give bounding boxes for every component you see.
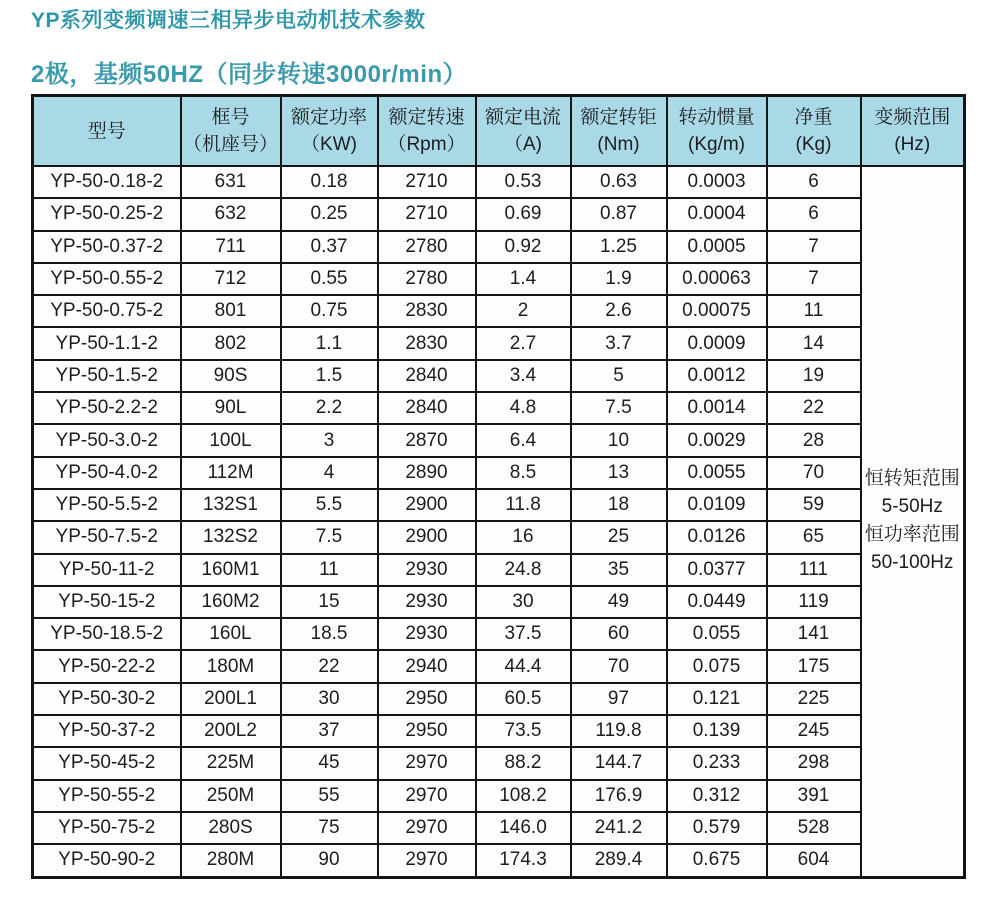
table-cell: 801 — [181, 295, 281, 327]
table-row — [33, 618, 965, 650]
table-cell: 97 — [571, 683, 667, 715]
table-cell: 2.6 — [571, 295, 667, 327]
table-cell: 2900 — [378, 489, 476, 521]
table-cell: 10 — [571, 424, 667, 456]
column-title: 净重 — [794, 107, 833, 128]
table-cell: 2890 — [378, 457, 476, 489]
table-cell: 1.25 — [571, 231, 667, 263]
table-cell: 16 — [476, 521, 571, 553]
table-cell: 0.675 — [667, 844, 767, 877]
table-cell: 1.9 — [571, 263, 667, 295]
table-cell: 100L — [181, 424, 281, 456]
table-cell: 0.00075 — [667, 295, 767, 327]
table-row — [33, 360, 965, 392]
table-cell: 160M1 — [181, 554, 281, 586]
table-cell: 2780 — [378, 263, 476, 295]
table-cell: 0.0005 — [667, 231, 767, 263]
freq-range-line: 恒转矩范围 — [864, 468, 960, 490]
table-cell: 298 — [767, 747, 861, 779]
table-cell: 7.5 — [571, 392, 667, 424]
table-cell: 55 — [281, 780, 378, 812]
table-row — [33, 780, 965, 812]
table-cell: 132S2 — [181, 521, 281, 553]
table-cell: 712 — [181, 263, 281, 295]
table-cell: 11.8 — [476, 489, 571, 521]
table-cell: 0.63 — [571, 166, 667, 198]
table-row — [33, 263, 965, 295]
table-cell: 90S — [181, 360, 281, 392]
table-cell: YP-50-0.18-2 — [33, 166, 181, 198]
column-title: 转动惯量 — [678, 107, 755, 128]
table-cell: 1.1 — [281, 327, 378, 359]
table-cell: 2830 — [378, 327, 476, 359]
freq-range-line: 50-100Hz — [871, 552, 954, 574]
table-cell: 0.121 — [667, 683, 767, 715]
table-cell: 0.0126 — [667, 521, 767, 553]
table-cell: 0.0377 — [667, 554, 767, 586]
table-cell: 2840 — [378, 360, 476, 392]
table-row — [33, 650, 965, 682]
table-cell: 0.75 — [281, 295, 378, 327]
table-cell: 119.8 — [571, 715, 667, 747]
table-cell: 0.0012 — [667, 360, 767, 392]
table-cell: 24.8 — [476, 554, 571, 586]
table-body — [33, 166, 965, 877]
table-cell: 0.233 — [667, 747, 767, 779]
column-unit: (Nm) — [597, 134, 640, 155]
column-header-6 — [667, 96, 767, 167]
table-cell: 0.25 — [281, 198, 378, 230]
table-cell: 5 — [571, 360, 667, 392]
table-cell: 6 — [767, 166, 861, 198]
table-row — [33, 586, 965, 618]
table-cell: 90L — [181, 392, 281, 424]
table-cell: 2970 — [378, 812, 476, 844]
table-cell: YP-50-0.25-2 — [33, 198, 181, 230]
table-cell: 15 — [281, 586, 378, 618]
table-cell: 111 — [767, 554, 861, 586]
table-cell: 60 — [571, 618, 667, 650]
table-row — [33, 457, 965, 489]
table-cell: 30 — [476, 586, 571, 618]
table-row — [33, 489, 965, 521]
table-cell: 631 — [181, 166, 281, 198]
table-cell: 0.139 — [667, 715, 767, 747]
table-row — [33, 327, 965, 359]
table-cell: YP-50-0.55-2 — [33, 263, 181, 295]
table-row — [33, 166, 965, 198]
page-title: YP系列变频调速三相异步电动机技术参数 — [31, 9, 426, 32]
table-cell: 18.5 — [281, 618, 378, 650]
table-cell: 0.0029 — [667, 424, 767, 456]
table-cell: 75 — [281, 812, 378, 844]
table-header — [33, 96, 965, 167]
table-cell: 0.0055 — [667, 457, 767, 489]
table-cell: 70 — [571, 650, 667, 682]
table-cell: 225 — [767, 683, 861, 715]
table-cell: 90 — [281, 844, 378, 877]
table-cell: YP-50-90-2 — [33, 844, 181, 877]
table-cell: 112M — [181, 457, 281, 489]
column-header-8 — [861, 96, 965, 167]
freq-range-cell — [861, 166, 965, 877]
header-row — [33, 96, 965, 167]
table-cell: 19 — [767, 360, 861, 392]
table-cell: 7.5 — [281, 521, 378, 553]
table-row — [33, 231, 965, 263]
table-cell: 49 — [571, 586, 667, 618]
table-cell: 802 — [181, 327, 281, 359]
freq-range-line: 5-50Hz — [881, 496, 943, 518]
table-cell: 2950 — [378, 683, 476, 715]
column-title: 变频范围 — [874, 107, 951, 128]
table-cell: 44.4 — [476, 650, 571, 682]
table-cell: 241.2 — [571, 812, 667, 844]
table-cell: 2840 — [378, 392, 476, 424]
table-cell: 0.0014 — [667, 392, 767, 424]
table-cell: YP-50-30-2 — [33, 683, 181, 715]
table-cell: 108.2 — [476, 780, 571, 812]
table-cell: 73.5 — [476, 715, 571, 747]
table-cell: 3 — [281, 424, 378, 456]
table-row — [33, 844, 965, 877]
table-cell: 60.5 — [476, 683, 571, 715]
table-cell: 280S — [181, 812, 281, 844]
column-header-2 — [281, 96, 378, 167]
section-subtitle: 2极，基频50HZ（同步转速3000r/min） — [31, 61, 468, 88]
table-cell: 0.18 — [281, 166, 378, 198]
table-cell: YP-50-1.1-2 — [33, 327, 181, 359]
table-cell: 144.7 — [571, 747, 667, 779]
table-row — [33, 521, 965, 553]
table-cell: 225M — [181, 747, 281, 779]
table-cell: 37 — [281, 715, 378, 747]
table-cell: YP-50-7.5-2 — [33, 521, 181, 553]
table-cell: 30 — [281, 683, 378, 715]
table-cell: 2940 — [378, 650, 476, 682]
table-cell: 200L1 — [181, 683, 281, 715]
table-cell: 391 — [767, 780, 861, 812]
table-cell: 4 — [281, 457, 378, 489]
column-title: 额定电流 — [484, 107, 561, 128]
table-cell: 25 — [571, 521, 667, 553]
table-cell: 632 — [181, 198, 281, 230]
table-cell: 528 — [767, 812, 861, 844]
table-cell: 245 — [767, 715, 861, 747]
table-cell: 2830 — [378, 295, 476, 327]
column-title: 额定功率 — [290, 107, 367, 128]
column-unit: (Kg/m) — [688, 134, 745, 155]
table-cell: YP-50-1.5-2 — [33, 360, 181, 392]
table-cell: 0.92 — [476, 231, 571, 263]
column-unit: (Kg) — [795, 134, 832, 155]
table-cell: 2.7 — [476, 327, 571, 359]
table-cell: 2710 — [378, 198, 476, 230]
table-cell: 0.37 — [281, 231, 378, 263]
table-cell: YP-50-75-2 — [33, 812, 181, 844]
table-cell: 4.8 — [476, 392, 571, 424]
table-cell: 5.5 — [281, 489, 378, 521]
table-cell: YP-50-4.0-2 — [33, 457, 181, 489]
table-cell: YP-50-37-2 — [33, 715, 181, 747]
table-cell: YP-50-18.5-2 — [33, 618, 181, 650]
table-row — [33, 392, 965, 424]
table-cell: 59 — [767, 489, 861, 521]
table-cell: 14 — [767, 327, 861, 359]
column-title: 额定转钜 — [580, 107, 657, 128]
table-cell: 2930 — [378, 586, 476, 618]
table-cell: 45 — [281, 747, 378, 779]
table-cell: 88.2 — [476, 747, 571, 779]
table-row — [33, 747, 965, 779]
table-cell: YP-50-15-2 — [33, 586, 181, 618]
table-cell: 1.4 — [476, 263, 571, 295]
table-row — [33, 424, 965, 456]
table-cell: 0.312 — [667, 780, 767, 812]
table-row — [33, 812, 965, 844]
table-cell: YP-50-2.2-2 — [33, 392, 181, 424]
column-title: 额定转速 — [388, 107, 465, 128]
table-cell: YP-50-0.37-2 — [33, 231, 181, 263]
table-cell: 132S1 — [181, 489, 281, 521]
table-cell: 711 — [181, 231, 281, 263]
table-cell: YP-50-22-2 — [33, 650, 181, 682]
table-cell: 176.9 — [571, 780, 667, 812]
freq-range-line: 恒功率范围 — [864, 524, 960, 546]
table-cell: YP-50-11-2 — [33, 554, 181, 586]
table-cell: YP-50-3.0-2 — [33, 424, 181, 456]
table-cell: 2780 — [378, 231, 476, 263]
table-cell: 160L — [181, 618, 281, 650]
column-title: 型号 — [87, 120, 126, 142]
column-unit: （Rpm） — [387, 134, 466, 155]
table-cell: 28 — [767, 424, 861, 456]
table-cell: 0.0004 — [667, 198, 767, 230]
table-row — [33, 715, 965, 747]
column-title: 框号 — [211, 107, 250, 128]
table-cell: 6 — [767, 198, 861, 230]
table-cell: 11 — [767, 295, 861, 327]
table-cell: 2930 — [378, 618, 476, 650]
table-cell: 180M — [181, 650, 281, 682]
table-cell: 160M2 — [181, 586, 281, 618]
table-cell: 35 — [571, 554, 667, 586]
column-header-1 — [181, 96, 281, 167]
table-cell: 0.0003 — [667, 166, 767, 198]
table-cell: 200L2 — [181, 715, 281, 747]
table-cell: YP-50-55-2 — [33, 780, 181, 812]
table-cell: 2 — [476, 295, 571, 327]
table-cell: 0.87 — [571, 198, 667, 230]
table-row — [33, 683, 965, 715]
table-cell: 2970 — [378, 780, 476, 812]
table-row — [33, 295, 965, 327]
table-cell: 13 — [571, 457, 667, 489]
column-unit: （机座号） — [182, 134, 278, 155]
table-cell: 0.0009 — [667, 327, 767, 359]
table-cell: 280M — [181, 844, 281, 877]
table-cell: 65 — [767, 521, 861, 553]
table-cell: 3.7 — [571, 327, 667, 359]
table-cell: 0.055 — [667, 618, 767, 650]
column-header-0 — [33, 96, 181, 167]
table-cell: 0.55 — [281, 263, 378, 295]
table-cell: 7 — [767, 231, 861, 263]
table-cell: 18 — [571, 489, 667, 521]
table-cell: 2870 — [378, 424, 476, 456]
table-cell: 1.5 — [281, 360, 378, 392]
table-cell: YP-50-0.75-2 — [33, 295, 181, 327]
table-cell: 2710 — [378, 166, 476, 198]
column-header-3 — [378, 96, 476, 167]
table-row — [33, 554, 965, 586]
table-cell: 0.0449 — [667, 586, 767, 618]
table-cell: 0.53 — [476, 166, 571, 198]
table-cell: YP-50-45-2 — [33, 747, 181, 779]
table-cell: 22 — [281, 650, 378, 682]
table-cell: 3.4 — [476, 360, 571, 392]
column-header-5 — [571, 96, 667, 167]
table-cell: 2900 — [378, 521, 476, 553]
motor-spec-table — [31, 94, 966, 879]
table-row — [33, 198, 965, 230]
table-cell: 37.5 — [476, 618, 571, 650]
table-cell: 0.69 — [476, 198, 571, 230]
table-cell: 11 — [281, 554, 378, 586]
table-cell: 0.075 — [667, 650, 767, 682]
column-unit: （KW) — [301, 134, 357, 155]
column-unit: （A) — [503, 134, 542, 155]
table-cell: 604 — [767, 844, 861, 877]
table-cell: 250M — [181, 780, 281, 812]
column-unit: (Hz) — [894, 134, 931, 155]
table-cell: 0.00063 — [667, 263, 767, 295]
table-cell: 119 — [767, 586, 861, 618]
table-cell: 2.2 — [281, 392, 378, 424]
table-cell: 2970 — [378, 747, 476, 779]
column-header-7 — [767, 96, 861, 167]
column-header-4 — [476, 96, 571, 167]
table-cell: 0.0109 — [667, 489, 767, 521]
table-cell: 2950 — [378, 715, 476, 747]
table-cell: 7 — [767, 263, 861, 295]
table-cell: 0.579 — [667, 812, 767, 844]
table-cell: 289.4 — [571, 844, 667, 877]
table-cell: 2970 — [378, 844, 476, 877]
table-cell: 70 — [767, 457, 861, 489]
table-cell: 174.3 — [476, 844, 571, 877]
table-cell: 146.0 — [476, 812, 571, 844]
table-cell: 175 — [767, 650, 861, 682]
table-cell: 8.5 — [476, 457, 571, 489]
table-cell: 141 — [767, 618, 861, 650]
table-cell: 22 — [767, 392, 861, 424]
table-cell: 2930 — [378, 554, 476, 586]
table-cell: 6.4 — [476, 424, 571, 456]
table-cell: YP-50-5.5-2 — [33, 489, 181, 521]
